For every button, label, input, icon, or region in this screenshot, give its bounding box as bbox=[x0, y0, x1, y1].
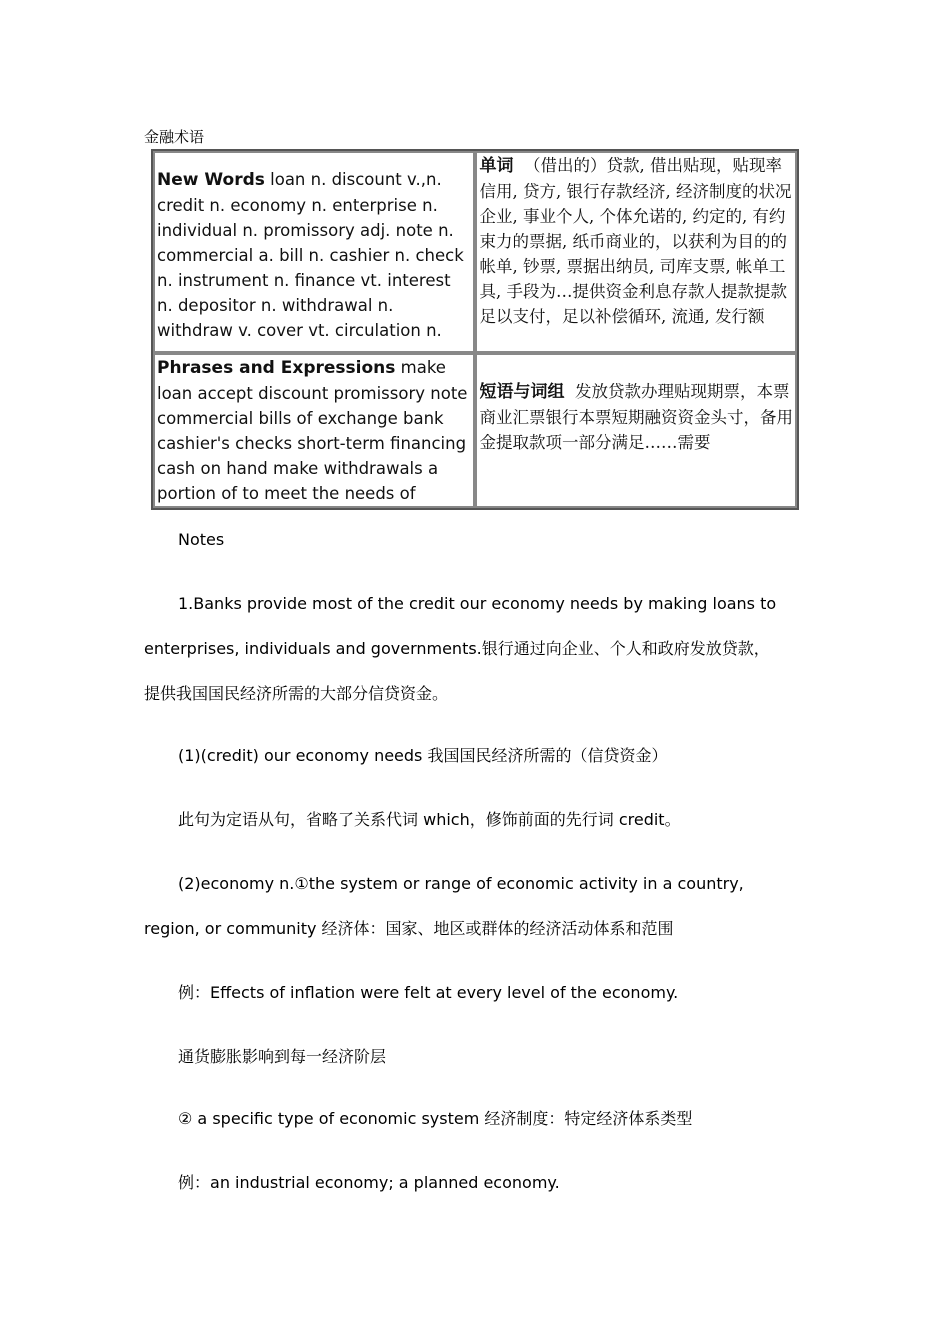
note-2-sense-2 bbox=[178, 1108, 858, 1130]
note-2-line-2 bbox=[144, 918, 824, 940]
new-words-en-cell bbox=[153, 151, 475, 353]
note-1-line-2-zh: 银行通过向企业、个人和政府发放贷款， bbox=[481, 639, 770, 658]
note-1-sub-1 bbox=[178, 745, 858, 767]
note-1-sub-1-en: (1)(credit) our economy needs bbox=[178, 746, 428, 765]
new-words-zh-cell bbox=[475, 151, 797, 353]
note-grammar bbox=[178, 809, 858, 831]
note-2-line-1: (2)economy n.①the system or range of economic activity in a country, bbox=[178, 874, 744, 893]
note-1-line-2-en: enterprises, individuals and governments. bbox=[144, 639, 482, 658]
new-words-list: loan n. discount v.,n. credit n. economy n. enterprise n. individual n. promissory adj. note n. commercial a. bill n. cashier n. check n. instrument n. finance vt. interest n. depositor n. withdrawal n. withdraw v. cover vt. circulation n. bbox=[157, 170, 464, 340]
example-2 bbox=[178, 1172, 858, 1194]
phrases-header: Phrases and Expressions bbox=[157, 358, 396, 378]
example-1-text: Effects of inflation were felt at every level of the economy. bbox=[210, 983, 679, 1002]
sense-2-mark: ② bbox=[178, 1109, 193, 1128]
note-1-sub-1-zh: 我国国民经济所需的（信贷资金） bbox=[427, 746, 668, 765]
example-2-text: an industrial economy; a planned economy. bbox=[210, 1173, 560, 1192]
example-1-translation: 通货膨胀影响到每一经济阶层 bbox=[178, 1047, 387, 1066]
example-1 bbox=[178, 982, 858, 1004]
page-title: 金融术语 bbox=[144, 128, 205, 146]
note-2-line-2-zh: 经济体：国家、地区或群体的经济活动体系和范围 bbox=[321, 919, 674, 938]
note-2-line-2-en: region, or community bbox=[144, 919, 322, 938]
new-words-header: New Words bbox=[157, 170, 265, 190]
sense-2-zh: 经济制度：特定经济体系类型 bbox=[484, 1109, 693, 1128]
note-grammar-zh-2: 修饰前面的先行词 bbox=[485, 810, 614, 829]
vocabulary-table bbox=[151, 149, 799, 510]
note-grammar-en-2: credit bbox=[613, 810, 665, 829]
phrases-zh-cell bbox=[475, 353, 797, 508]
new-words-translation: （借出的）贷款, 借出贴现，贴现率信用, 贷方, 银行存款经济, 经济制度的状况企业, 事业个人, 个体允诺的, 约定的, 有约束力的票据, 纸币商业的，以获利为目的的帐单, 钞票, 票据出纳员, 司库支票, 帐单工具, 手段为…提供资金利息存款人提款提款足以支付，足以补偿循环, 流通, 发行额 bbox=[479, 156, 792, 326]
phrases-zh-header: 短语与词组 bbox=[479, 382, 565, 402]
table-row bbox=[153, 353, 797, 508]
note-1-line-2 bbox=[144, 638, 824, 660]
note-grammar-en-1: which， bbox=[418, 810, 486, 829]
phrases-en-cell bbox=[153, 353, 475, 508]
phrases-list: make loan accept discount promissory note commercial bills of exchange bank cashier's checks short-term financing cash on hand make withdrawals a portion of to meet the needs of bbox=[157, 358, 468, 503]
table-row bbox=[153, 151, 797, 353]
notes-heading: Notes bbox=[178, 530, 225, 549]
note-grammar-zh-1: 此句为定语从句，省略了关系代词 bbox=[178, 810, 419, 829]
note-1-line-1: 1.Banks provide most of the credit our economy needs by making loans to bbox=[178, 594, 777, 613]
new-words-zh-header: 单词 bbox=[479, 156, 514, 176]
sense-2-en: a specific type of economic system bbox=[192, 1109, 485, 1128]
example-2-label: 例： bbox=[178, 1173, 211, 1192]
phrases-translation: 发放贷款办理贴现期票，本票商业汇票银行本票短期融资资金头寸，备用金提取款项一部分满足……需要 bbox=[479, 382, 793, 452]
example-1-label: 例： bbox=[178, 983, 211, 1002]
note-grammar-zh-3: 。 bbox=[664, 810, 681, 829]
note-1-line-3: 提供我国国民经济所需的大部分信贷资金。 bbox=[144, 684, 449, 703]
